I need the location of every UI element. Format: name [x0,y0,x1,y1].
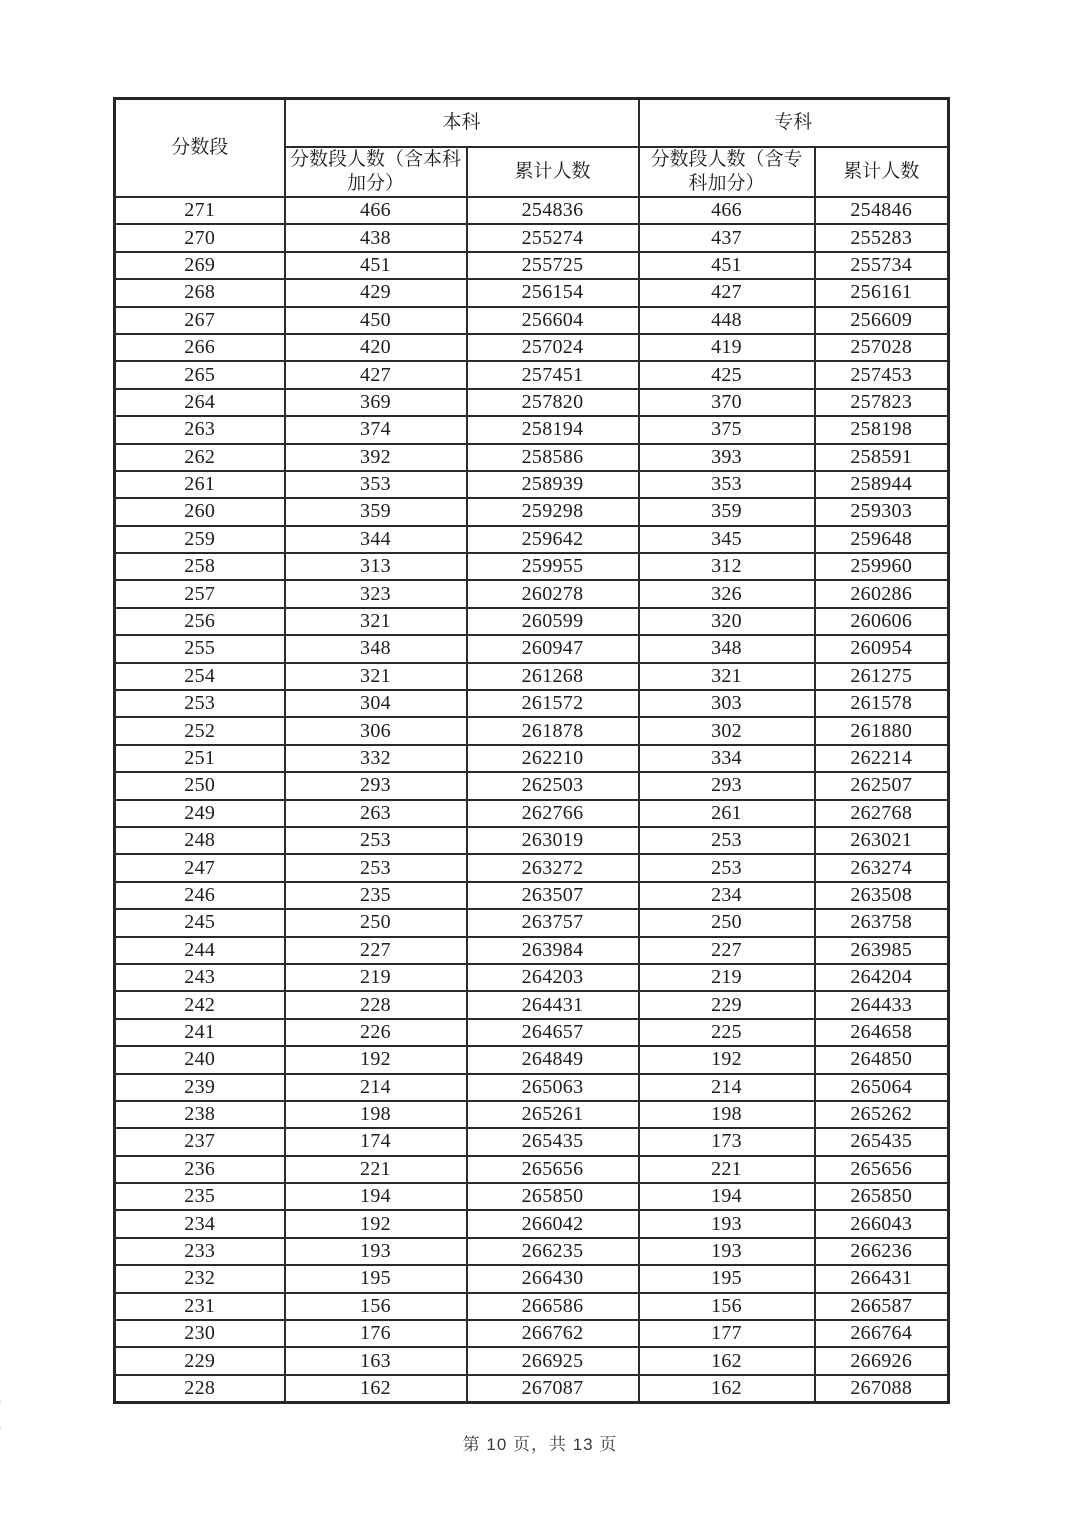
table-cell: 266 [115,334,285,361]
table-cell: 253 [639,854,815,881]
table-cell: 320 [639,608,815,635]
table-cell: 254836 [467,197,639,224]
table-cell: 176 [285,1320,467,1347]
table-cell: 262507 [815,772,949,799]
table-cell: 259960 [815,553,949,580]
table-cell: 243 [115,964,285,991]
table-cell: 258586 [467,444,639,471]
table-cell: 262503 [467,772,639,799]
table-cell: 267 [115,307,285,334]
table-cell: 247 [115,854,285,881]
table-cell: 256154 [467,279,639,306]
table-cell: 260606 [815,608,949,635]
table-cell: 312 [639,553,815,580]
table-cell: 264433 [815,991,949,1018]
table-cell: 427 [285,361,467,388]
header-vocational-group: 专科 [639,99,949,148]
table-cell: 262768 [815,800,949,827]
table-cell: 198 [285,1101,467,1128]
table-cell: 255283 [815,224,949,251]
table-cell: 420 [285,334,467,361]
table-cell: 267087 [467,1375,639,1403]
table-cell: 437 [639,224,815,251]
table-cell: 262214 [815,745,949,772]
table-row [115,690,949,717]
table-cell: 419 [639,334,815,361]
table-row [115,1320,949,1347]
table-cell: 260286 [815,580,949,607]
table-cell: 258591 [815,444,949,471]
table-cell: 264431 [467,991,639,1018]
table-cell: 221 [639,1156,815,1183]
table-cell: 260599 [467,608,639,635]
table-cell: 264204 [815,964,949,991]
table-cell: 193 [639,1210,815,1237]
table-cell: 225 [639,1019,815,1046]
table-row [115,800,949,827]
table-cell: 258 [115,553,285,580]
table-row [115,307,949,334]
table-cell: 429 [285,279,467,306]
table-row [115,553,949,580]
header-undergraduate-group: 本科 [285,99,639,148]
scan-artifact [0,1400,9,1430]
table-cell: 303 [639,690,815,717]
table-cell: 268 [115,279,285,306]
table-cell: 231 [115,1293,285,1320]
table-cell: 259298 [467,498,639,525]
table-cell: 264849 [467,1046,639,1073]
table-row [115,1128,949,1155]
table-cell: 425 [639,361,815,388]
table-row [115,1238,949,1265]
table-cell: 323 [285,580,467,607]
table-cell: 266042 [467,1210,639,1237]
table-cell: 250 [285,909,467,936]
table-cell: 253 [115,690,285,717]
table-row [115,471,949,498]
table-cell: 369 [285,389,467,416]
table-cell: 227 [639,937,815,964]
table-cell: 257028 [815,334,949,361]
table-cell: 259 [115,526,285,553]
table-cell: 177 [639,1320,815,1347]
table-cell: 302 [639,717,815,744]
table-cell: 192 [285,1210,467,1237]
table-row [115,1347,949,1374]
table-cell: 192 [285,1046,467,1073]
table-cell: 244 [115,937,285,964]
table-row [115,772,949,799]
table-row [115,498,949,525]
table-row [115,1074,949,1101]
header-score-segment: 分数段 [115,99,285,198]
table-cell: 214 [639,1074,815,1101]
table-cell: 198 [639,1101,815,1128]
table-cell: 260947 [467,635,639,662]
table-cell: 265435 [815,1128,949,1155]
table-cell: 265850 [815,1183,949,1210]
table-cell: 263 [285,800,467,827]
table-cell: 219 [639,964,815,991]
table-cell: 259648 [815,526,949,553]
table-cell: 265 [115,361,285,388]
table-cell: 156 [639,1293,815,1320]
table-cell: 263757 [467,909,639,936]
table-cell: 232 [115,1265,285,1292]
table-cell: 265063 [467,1074,639,1101]
table-cell: 194 [639,1183,815,1210]
table-row [115,334,949,361]
table-cell: 266925 [467,1347,639,1374]
table-cell: 263021 [815,827,949,854]
table-cell: 332 [285,745,467,772]
table-cell: 219 [285,964,467,991]
table-cell: 261 [639,800,815,827]
table-cell: 234 [115,1210,285,1237]
table-cell: 264 [115,389,285,416]
table-cell: 448 [639,307,815,334]
table-cell: 229 [639,991,815,1018]
table-cell: 260954 [815,635,949,662]
table-row [115,580,949,607]
table-cell: 263507 [467,882,639,909]
table-cell: 263019 [467,827,639,854]
table-cell: 240 [115,1046,285,1073]
header-vocational-count: 分数段人数（含专科加分） [639,147,815,197]
table-cell: 265262 [815,1101,949,1128]
table-row [115,1375,949,1403]
table-row [115,526,949,553]
table-cell: 266586 [467,1293,639,1320]
page-number: 第 10 页，共 13 页 [462,1435,618,1454]
table-cell: 438 [285,224,467,251]
table-cell: 261578 [815,690,949,717]
table-cell: 261 [115,471,285,498]
table-cell: 237 [115,1128,285,1155]
table-cell: 348 [639,635,815,662]
table-cell: 195 [639,1265,815,1292]
header-undergraduate-cumulative: 累计人数 [467,147,639,197]
table-cell: 261268 [467,663,639,690]
table-cell: 375 [639,416,815,443]
table-row [115,1046,949,1073]
table-cell: 261880 [815,717,949,744]
table-cell: 262210 [467,745,639,772]
table-row [115,1183,949,1210]
table-cell: 263758 [815,909,949,936]
table-cell: 256604 [467,307,639,334]
table-cell: 260 [115,498,285,525]
table-row [115,1293,949,1320]
table-cell: 304 [285,690,467,717]
table-cell: 241 [115,1019,285,1046]
table-cell: 163 [285,1347,467,1374]
table-cell: 235 [115,1183,285,1210]
table-row [115,745,949,772]
table-cell: 249 [115,800,285,827]
table-cell: 451 [639,252,815,279]
table-cell: 271 [115,197,285,224]
table-cell: 313 [285,553,467,580]
table-cell: 264203 [467,964,639,991]
table-row [115,635,949,662]
table-cell: 263985 [815,937,949,964]
table-cell: 267088 [815,1375,949,1403]
table-row [115,361,949,388]
table-cell: 321 [639,663,815,690]
table-cell: 353 [639,471,815,498]
table-cell: 326 [639,580,815,607]
table-row [115,1019,949,1046]
table-row [115,663,949,690]
table-cell: 359 [639,498,815,525]
table-row [115,1101,949,1128]
table-cell: 266431 [815,1265,949,1292]
table-cell: 254 [115,663,285,690]
table-cell: 255274 [467,224,639,251]
table-cell: 250 [639,909,815,936]
table-cell: 242 [115,991,285,1018]
table-cell: 194 [285,1183,467,1210]
table-cell: 255 [115,635,285,662]
table-cell: 259303 [815,498,949,525]
table-cell: 162 [639,1347,815,1374]
table-cell: 256161 [815,279,949,306]
table-row [115,389,949,416]
table-cell: 250 [115,772,285,799]
table-cell: 334 [639,745,815,772]
table-cell: 162 [285,1375,467,1403]
table-cell: 257453 [815,361,949,388]
table-row [115,224,949,251]
table-cell: 228 [115,1375,285,1403]
table-cell: 263984 [467,937,639,964]
table-cell: 257451 [467,361,639,388]
table-cell: 262766 [467,800,639,827]
table-cell: 214 [285,1074,467,1101]
table-cell: 259642 [467,526,639,553]
header-undergraduate-count: 分数段人数（含本科加分） [285,147,467,197]
table-cell: 266764 [815,1320,949,1347]
table-cell: 162 [639,1375,815,1403]
table-cell: 265850 [467,1183,639,1210]
table-row [115,608,949,635]
table-cell: 239 [115,1074,285,1101]
table-cell: 236 [115,1156,285,1183]
table-cell: 466 [285,197,467,224]
table-cell: 348 [285,635,467,662]
table-cell: 259955 [467,553,639,580]
table-cell: 266587 [815,1293,949,1320]
table-cell: 256609 [815,307,949,334]
table-cell: 393 [639,444,815,471]
table-cell: 266762 [467,1320,639,1347]
table-cell: 269 [115,252,285,279]
table-cell: 229 [115,1347,285,1374]
table-cell: 427 [639,279,815,306]
table-cell: 246 [115,882,285,909]
table-cell: 263508 [815,882,949,909]
table-cell: 306 [285,717,467,744]
table-cell: 251 [115,745,285,772]
table-cell: 344 [285,526,467,553]
table-row [115,964,949,991]
table-cell: 226 [285,1019,467,1046]
table-cell: 265656 [467,1156,639,1183]
table-cell: 370 [639,389,815,416]
table-cell: 255734 [815,252,949,279]
table-cell: 450 [285,307,467,334]
table-cell: 321 [285,663,467,690]
table-cell: 451 [285,252,467,279]
table-cell: 345 [639,526,815,553]
table-cell: 293 [285,772,467,799]
table-row [115,279,949,306]
table-cell: 233 [115,1238,285,1265]
table-cell: 248 [115,827,285,854]
table-cell: 156 [285,1293,467,1320]
table-cell: 392 [285,444,467,471]
table-cell: 266430 [467,1265,639,1292]
table-cell: 245 [115,909,285,936]
table-cell: 195 [285,1265,467,1292]
table-cell: 257 [115,580,285,607]
table-cell: 261275 [815,663,949,690]
table-cell: 359 [285,498,467,525]
table-cell: 253 [285,854,467,881]
table-cell: 265435 [467,1128,639,1155]
header-group-row [115,99,949,148]
table-cell: 193 [285,1238,467,1265]
table-cell: 265064 [815,1074,949,1101]
table-cell: 258939 [467,471,639,498]
table-cell: 261572 [467,690,639,717]
table-body [115,197,949,1403]
table-row [115,444,949,471]
table-cell: 466 [639,197,815,224]
table-row [115,991,949,1018]
table-cell: 263274 [815,854,949,881]
table-cell: 260278 [467,580,639,607]
table-row [115,909,949,936]
table-cell: 173 [639,1128,815,1155]
table-header [115,99,949,198]
table-cell: 238 [115,1101,285,1128]
table-cell: 265656 [815,1156,949,1183]
table-cell: 270 [115,224,285,251]
table-cell: 353 [285,471,467,498]
score-distribution-table [113,97,950,1404]
table-cell: 266043 [815,1210,949,1237]
table-cell: 255725 [467,252,639,279]
table-cell: 264850 [815,1046,949,1073]
table-cell: 230 [115,1320,285,1347]
table-cell: 258944 [815,471,949,498]
table-cell: 235 [285,882,467,909]
table-cell: 257820 [467,389,639,416]
table-cell: 192 [639,1046,815,1073]
table-cell: 221 [285,1156,467,1183]
table-row [115,717,949,744]
table-row [115,827,949,854]
table-cell: 227 [285,937,467,964]
table-cell: 374 [285,416,467,443]
table-cell: 261878 [467,717,639,744]
table-cell: 256 [115,608,285,635]
table-row [115,854,949,881]
table-cell: 263272 [467,854,639,881]
table-cell: 228 [285,991,467,1018]
table-cell: 258194 [467,416,639,443]
table-row [115,1265,949,1292]
table-row [115,1210,949,1237]
table-cell: 264658 [815,1019,949,1046]
table-cell: 252 [115,717,285,744]
table-cell: 266235 [467,1238,639,1265]
table-cell: 264657 [467,1019,639,1046]
table-cell: 263 [115,416,285,443]
table-cell: 266926 [815,1347,949,1374]
table-row [115,197,949,224]
table-cell: 293 [639,772,815,799]
table-cell: 234 [639,882,815,909]
table-cell: 266236 [815,1238,949,1265]
table-cell: 262 [115,444,285,471]
table-row [115,937,949,964]
table-cell: 257024 [467,334,639,361]
table-cell: 257823 [815,389,949,416]
table-cell: 254846 [815,197,949,224]
table-row [115,882,949,909]
table-cell: 193 [639,1238,815,1265]
table-cell: 321 [285,608,467,635]
table-cell: 258198 [815,416,949,443]
table-cell: 253 [285,827,467,854]
table-cell: 265261 [467,1101,639,1128]
table-row [115,1156,949,1183]
table-row [115,416,949,443]
header-vocational-cumulative: 累计人数 [815,147,949,197]
table-row [115,252,949,279]
table-cell: 174 [285,1128,467,1155]
table-cell: 253 [639,827,815,854]
